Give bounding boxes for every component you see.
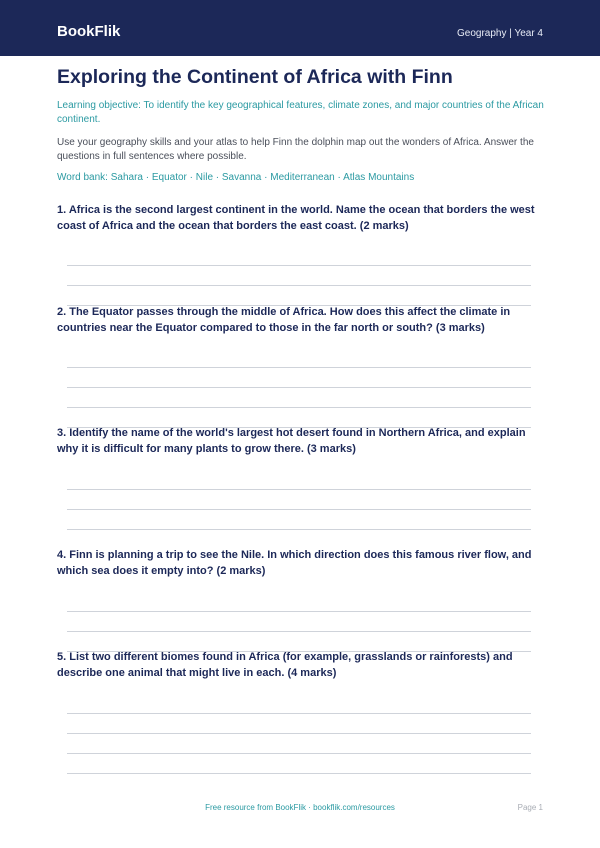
learning-objective: Learning objective: To identify the key geographical features, climate zones, and major countries of the African continent. [57, 100, 544, 125]
page-number: Page 1 [517, 803, 543, 812]
page-header [0, 0, 600, 56]
answer-line[interactable] [67, 509, 531, 510]
brand-logo-text[interactable]: BookFlik [57, 23, 121, 40]
answer-line[interactable] [67, 489, 531, 490]
answer-line[interactable] [67, 387, 531, 388]
answer-line[interactable] [67, 713, 531, 714]
answer-line[interactable] [67, 733, 531, 734]
question-3 [57, 425, 547, 457]
answer-line[interactable] [67, 773, 531, 774]
question-5 [57, 649, 547, 681]
question-5-text: 5. List two different biomes found in Africa (for example, grasslands or rainforests) and describe one animal that might live in each. (4 marks) [57, 651, 513, 679]
answer-line[interactable] [67, 367, 531, 368]
answer-line[interactable] [67, 753, 531, 754]
answer-line[interactable] [67, 631, 531, 632]
question-3-text: 3. Identify the name of the world's largest hot desert found in Northern Africa, and explain why it is difficult for many plants to grow there. (3 marks) [57, 427, 526, 455]
question-1-text: 1. Africa is the second largest continent in the world. Name the ocean that borders the west coast of Africa and the ocean that borders the east coast. (2 marks) [57, 204, 535, 232]
answer-line[interactable] [67, 529, 531, 530]
word-bank: Word bank: Sahara · Equator · Nile · Savanna · Mediterranean · Atlas Mountains [57, 172, 415, 183]
answer-line[interactable] [67, 407, 531, 408]
worksheet-instructions: Use your geography skills and your atlas to help Finn the dolphin map out the wonders of Africa. Answer the questions in full sentences where possible. [57, 137, 534, 162]
question-2-text: 2. The Equator passes through the middle of Africa. How does this affect the climate in countries near the Equator compared to those in the far north or south? (3 marks) [57, 306, 511, 334]
answer-line[interactable] [67, 611, 531, 612]
question-2 [57, 304, 547, 336]
answer-line[interactable] [67, 285, 531, 286]
question-4 [57, 547, 547, 579]
footer-credit-link[interactable]: Free resource from BookFlik · bookflik.com/resources [205, 803, 395, 812]
subject-year-label: Geography | Year 4 [457, 28, 543, 39]
question-4-text: 4. Finn is planning a trip to see the Nile. In which direction does this famous river flow, and which sea does it empty into? (2 marks) [57, 549, 532, 577]
answer-line[interactable] [67, 265, 531, 266]
question-1 [57, 202, 547, 234]
worksheet-title: Exploring the Continent of Africa with Finn [57, 66, 453, 88]
